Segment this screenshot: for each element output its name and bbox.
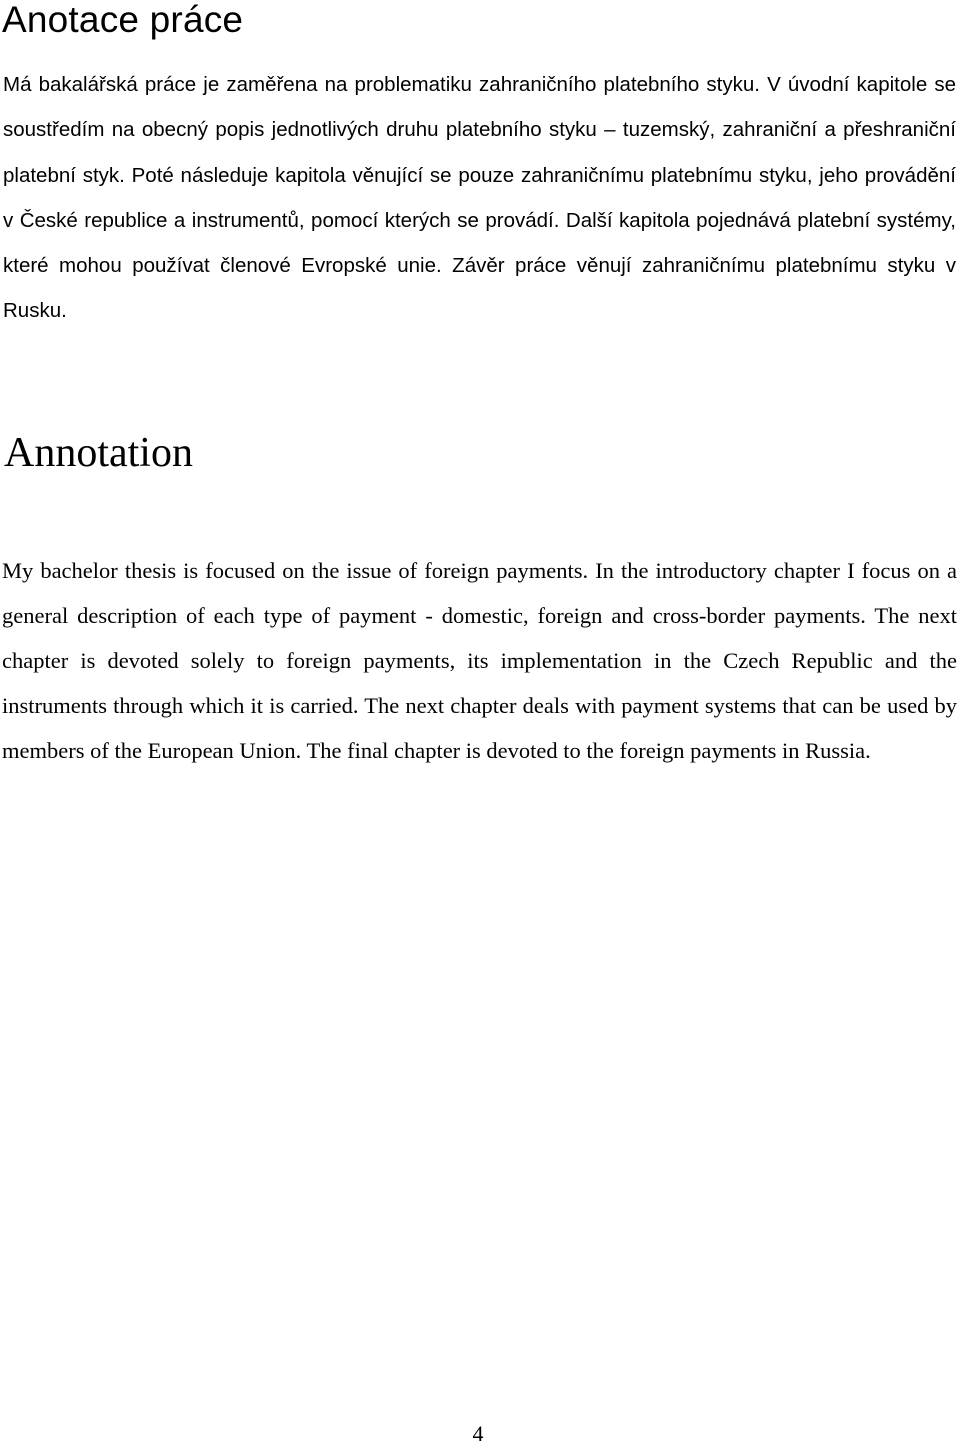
page-number: 4 — [472, 1421, 484, 1446]
czech-annotation-paragraph: Má bakalářská práce je zaměřena na problematiku zahraničního platebního styku. V úvodní kapitole se soustředím na obecný popis jednotlivých druhu platebního styku – tuzemský, zahraniční a přeshraniční platební styk. Poté následuje kapitola věnující se pouze zahraničnímu platebnímu styku, jeho provádění v České republice a instrumentů, pomocí kterých se provádí. Další kapitola pojednává platební systémy, které mohou používat členové Evropské unie. Závěr práce věnují zahraničnímu platebnímu styku v Rusku. — [3, 73, 956, 323]
czech-annotation-heading: Anotace práce — [2, 0, 244, 40]
english-annotation-heading: Annotation — [4, 430, 193, 476]
english-annotation-paragraph: My bachelor thesis is focused on the issue of foreign payments. In the introductory chapter I focus on a general description of each type of payment - domestic, foreign and cross-border payments. The next chapter is devoted solely to foreign payments, its implementation in the Czech Republic and the instruments through which it is carried. The next chapter deals with payment systems that can be used by members of the European Union. The final chapter is devoted to the foreign payments in Russia. — [2, 558, 957, 763]
